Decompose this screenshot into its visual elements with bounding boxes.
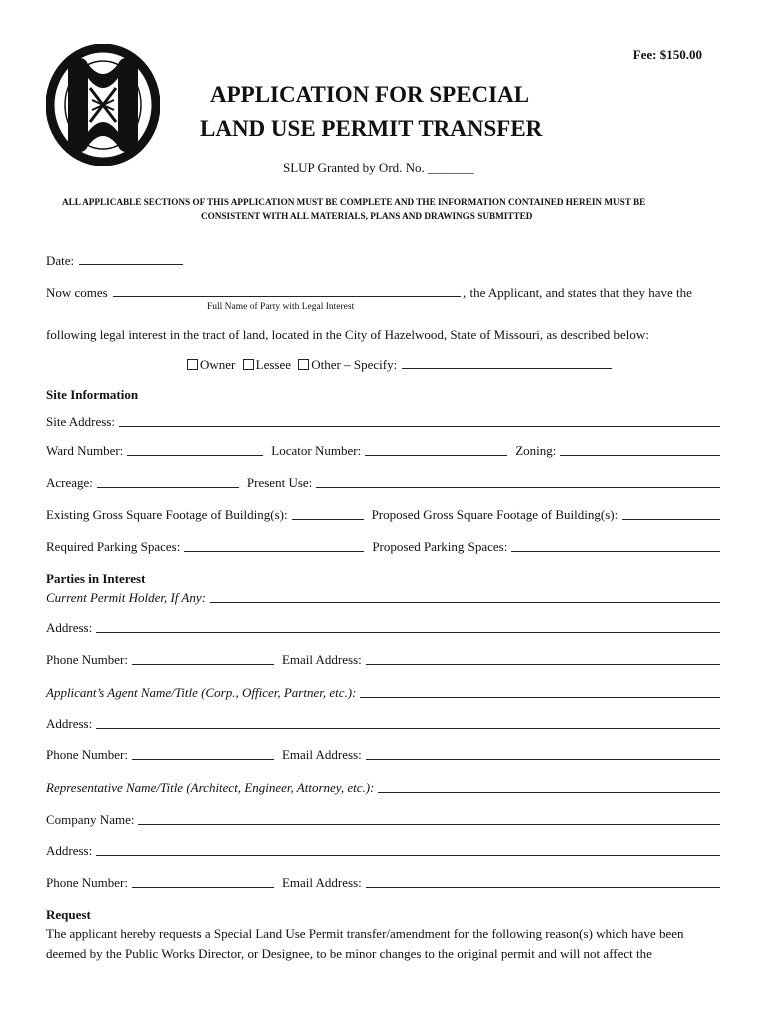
notice-line-1: ALL APPLICABLE SECTIONS OF THIS APPLICATION MUST BE COMPLETE AND THE INFORMATION CONTAINED HEREIN MUST BE <box>62 197 646 207</box>
required-parking-field[interactable] <box>184 550 364 552</box>
parking-row <box>46 539 724 555</box>
agent-row <box>46 685 724 701</box>
existing-gsf-label: Existing Gross Square Footage of Building(s): <box>46 507 288 522</box>
proposed-gsf-label: Proposed Gross Square Footage of Building(s): <box>371 507 619 522</box>
date-field[interactable] <box>79 252 183 265</box>
other-checkbox[interactable] <box>298 359 309 370</box>
representative-label: Representative Name/Title (Architect, Engineer, Attorney, etc.): <box>46 780 375 795</box>
representative-row <box>46 780 724 796</box>
acreage-label: Acreage: <box>46 475 93 490</box>
agent-address-field[interactable] <box>96 727 720 729</box>
holder-email-label: Email Address: <box>281 652 362 667</box>
representative-field[interactable] <box>378 791 720 793</box>
proposed-gsf-field[interactable] <box>622 518 720 520</box>
request-heading: Request <box>46 907 91 922</box>
other-specify-field[interactable] <box>402 356 612 369</box>
now-comes-label: Now comes <box>46 285 108 300</box>
other-label: Other – Specify: <box>311 357 398 372</box>
required-parking-label: Required Parking Spaces: <box>46 539 181 554</box>
locator-number-label: Locator Number: <box>271 443 362 458</box>
current-holder-label: Current Permit Holder, If Any: <box>46 590 206 605</box>
request-text-line-2: deemed by the Public Works Director, or Designee, to be minor changes to the original permit and will not affect the <box>46 946 652 961</box>
request-text-line-1: The applicant hereby requests a Special Land Use Permit transfer/amendment for the following reason(s) which have been <box>46 926 684 941</box>
date-label: Date: <box>46 253 75 268</box>
holder-address-label: Address: <box>46 620 93 635</box>
rep-phone-field[interactable] <box>132 886 274 888</box>
company-row <box>46 812 724 828</box>
agent-phone-field[interactable] <box>132 758 274 760</box>
company-label: Company Name: <box>46 812 135 827</box>
agent-phone-label: Phone Number: <box>46 747 128 762</box>
party-caption: Full Name of Party with Legal Interest <box>207 302 355 312</box>
rep-address-row <box>46 843 724 859</box>
holder-phone-field[interactable] <box>132 663 274 665</box>
zoning-field[interactable] <box>560 454 720 456</box>
present-use-field[interactable] <box>316 486 720 488</box>
holder-phone-label: Phone Number: <box>46 652 128 667</box>
locator-number-field[interactable] <box>365 454 507 456</box>
agent-contact-row <box>46 747 724 763</box>
legal-interest-text: following legal interest in the tract of land, located in the City of Hazelwood, State of Missouri, as described below: <box>46 327 649 342</box>
current-holder-field[interactable] <box>210 601 720 603</box>
fee-label: Fee: $150.00 <box>632 47 702 62</box>
parties-heading: Parties in Interest <box>46 571 146 586</box>
date-row <box>46 252 185 269</box>
owner-checkbox[interactable] <box>187 359 198 370</box>
interest-type-row <box>183 356 614 373</box>
holder-email-field[interactable] <box>366 663 720 665</box>
acreage-field[interactable] <box>97 486 239 488</box>
holder-address-field[interactable] <box>96 631 720 633</box>
applicant-statement: , the Applicant, and states that they have the <box>463 285 692 300</box>
company-field[interactable] <box>138 823 720 825</box>
site-info-heading: Site Information <box>46 387 139 402</box>
proposed-parking-field[interactable] <box>511 550 720 552</box>
ward-number-field[interactable] <box>127 454 263 456</box>
slup-ordinance: SLUP Granted by Ord. No. _______ <box>283 160 474 175</box>
acreage-row <box>46 475 724 491</box>
zoning-label: Zoning: <box>515 443 557 458</box>
agent-address-label: Address: <box>46 716 93 731</box>
owner-label: Owner <box>200 357 236 372</box>
current-holder-row <box>46 590 724 606</box>
agent-label: Applicant’s Agent Name/Title (Corp., Officer, Partner, etc.): <box>46 685 357 700</box>
rep-email-field[interactable] <box>366 886 720 888</box>
gross-footage-row <box>46 507 724 523</box>
ward-number-label: Ward Number: <box>46 443 124 458</box>
site-address-label: Site Address: <box>46 414 115 429</box>
notice-line-2: CONSISTENT WITH ALL MATERIALS, PLANS AND DRAWINGS SUBMITTED <box>201 211 533 221</box>
agent-address-row <box>46 716 724 732</box>
title-line-1: APPLICATION FOR SPECIAL <box>210 82 530 107</box>
city-logo <box>46 44 160 166</box>
site-address-row <box>46 414 724 430</box>
present-use-label: Present Use: <box>246 475 313 490</box>
rep-phone-label: Phone Number: <box>46 875 128 890</box>
agent-field[interactable] <box>360 696 720 698</box>
proposed-parking-label: Proposed Parking Spaces: <box>372 539 508 554</box>
party-name-field[interactable] <box>113 284 461 297</box>
rep-address-field[interactable] <box>96 854 720 856</box>
rep-email-label: Email Address: <box>281 875 362 890</box>
rep-contact-row <box>46 875 724 891</box>
lessee-checkbox[interactable] <box>243 359 254 370</box>
agent-email-label: Email Address: <box>281 747 362 762</box>
rep-address-label: Address: <box>46 843 93 858</box>
holder-contact-row <box>46 652 724 668</box>
holder-address-row <box>46 620 724 636</box>
existing-gsf-field[interactable] <box>292 518 364 520</box>
site-address-field[interactable] <box>119 425 720 427</box>
title-line-2: LAND USE PERMIT TRANSFER <box>200 116 543 141</box>
agent-email-field[interactable] <box>366 758 720 760</box>
ward-row <box>46 443 724 459</box>
lessee-label: Lessee <box>255 357 292 372</box>
now-comes-row <box>46 284 692 301</box>
